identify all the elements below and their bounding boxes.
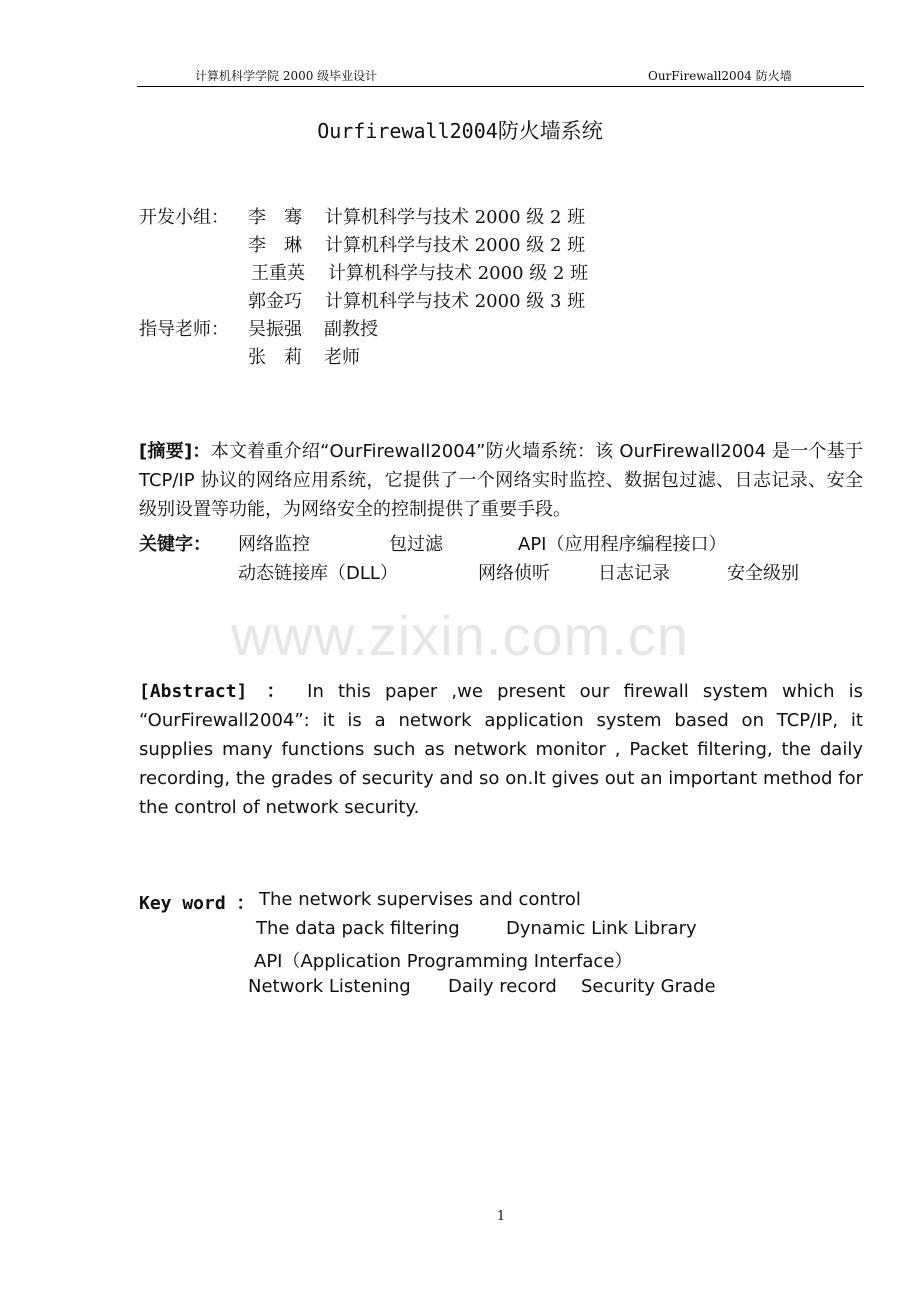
abstract-cn-label: [摘要]： bbox=[139, 441, 211, 462]
advisor-title: 老师 bbox=[324, 347, 360, 368]
keyword-en: Dynamic Link Library bbox=[506, 918, 697, 939]
abstract-en-text: In this paper ,we present our firewall system which is “OurFirewall2004”: it is a network application system based on TCP/IP, it supplies many functions such as network monitor , Packet filtering, the daily recording, the grades of security and so on.It gives out an important method for the control of network security. bbox=[139, 681, 863, 818]
keyword-en: API（Application Programming Interface） bbox=[254, 951, 633, 972]
team-label: 开发小组： bbox=[139, 207, 229, 228]
page-title bbox=[0, 115, 920, 145]
header-right: OurFirewall2004 防火墙 bbox=[648, 69, 792, 83]
watermark: www.zixin.com.cn bbox=[231, 604, 689, 667]
title-latin: Ourfirewall2004 bbox=[317, 119, 498, 143]
header-rule bbox=[137, 86, 864, 87]
abstract-cn-text: 本文着重介绍“OurFirewall2004”防火墙系统：该 OurFirewall2004 是一个基于 TCP/IP 协议的网络应用系统，它提供了一个网络实时监控、数据包过滤、日志记录、安全级别设置等功能，为网络安全的控制提供了重要手段。 bbox=[139, 441, 864, 520]
keyword: 网络侦听 bbox=[478, 563, 550, 584]
member-name: 郭金巧 bbox=[248, 291, 302, 312]
keyword: 安全级别 bbox=[727, 563, 799, 584]
title-cn: 防火墙系统 bbox=[497, 119, 603, 143]
keyword-en: The network supervises and control bbox=[259, 889, 581, 910]
member-name: 王重英 bbox=[251, 263, 305, 284]
abstract-en-label: [Abstract] ： bbox=[139, 681, 294, 702]
keyword-en: Network Listening bbox=[248, 976, 411, 997]
advisor-name: 吴振强 bbox=[248, 319, 302, 340]
advisor-title: 副教授 bbox=[324, 319, 378, 340]
keyword: 动态链接库（DLL） bbox=[238, 563, 398, 584]
keywords-cn-label: 关键字： bbox=[139, 534, 211, 555]
member-class: 计算机科学与技术 2000 级 3 班 bbox=[325, 291, 586, 312]
keyword: 日志记录 bbox=[598, 563, 670, 584]
member-name: 李 琳 bbox=[248, 235, 302, 256]
member-class: 计算机科学与技术 2000 级 2 班 bbox=[325, 207, 586, 228]
advisor-name: 张 莉 bbox=[248, 347, 302, 368]
page-number: 1 bbox=[496, 1209, 506, 1224]
member-class: 计算机科学与技术 2000 级 2 班 bbox=[328, 263, 589, 284]
member-class: 计算机科学与技术 2000 级 2 班 bbox=[325, 235, 586, 256]
advisor-label: 指导老师： bbox=[139, 319, 229, 340]
keyword-en: Daily record bbox=[448, 976, 557, 997]
keyword: 网络监控 bbox=[238, 534, 310, 555]
abstract-en bbox=[139, 677, 863, 822]
keywords-en-label: Key word ： bbox=[139, 893, 255, 914]
header-left: 计算机科学学院 2000 级毕业设计 bbox=[195, 69, 378, 83]
keyword: API（应用程序编程接口） bbox=[518, 534, 727, 555]
abstract-cn bbox=[139, 437, 863, 524]
member-name: 李 骞 bbox=[248, 207, 302, 228]
keyword-en: The data pack filtering bbox=[256, 918, 460, 939]
keyword: 包过滤 bbox=[389, 534, 443, 555]
keyword-en: Security Grade bbox=[581, 976, 716, 997]
